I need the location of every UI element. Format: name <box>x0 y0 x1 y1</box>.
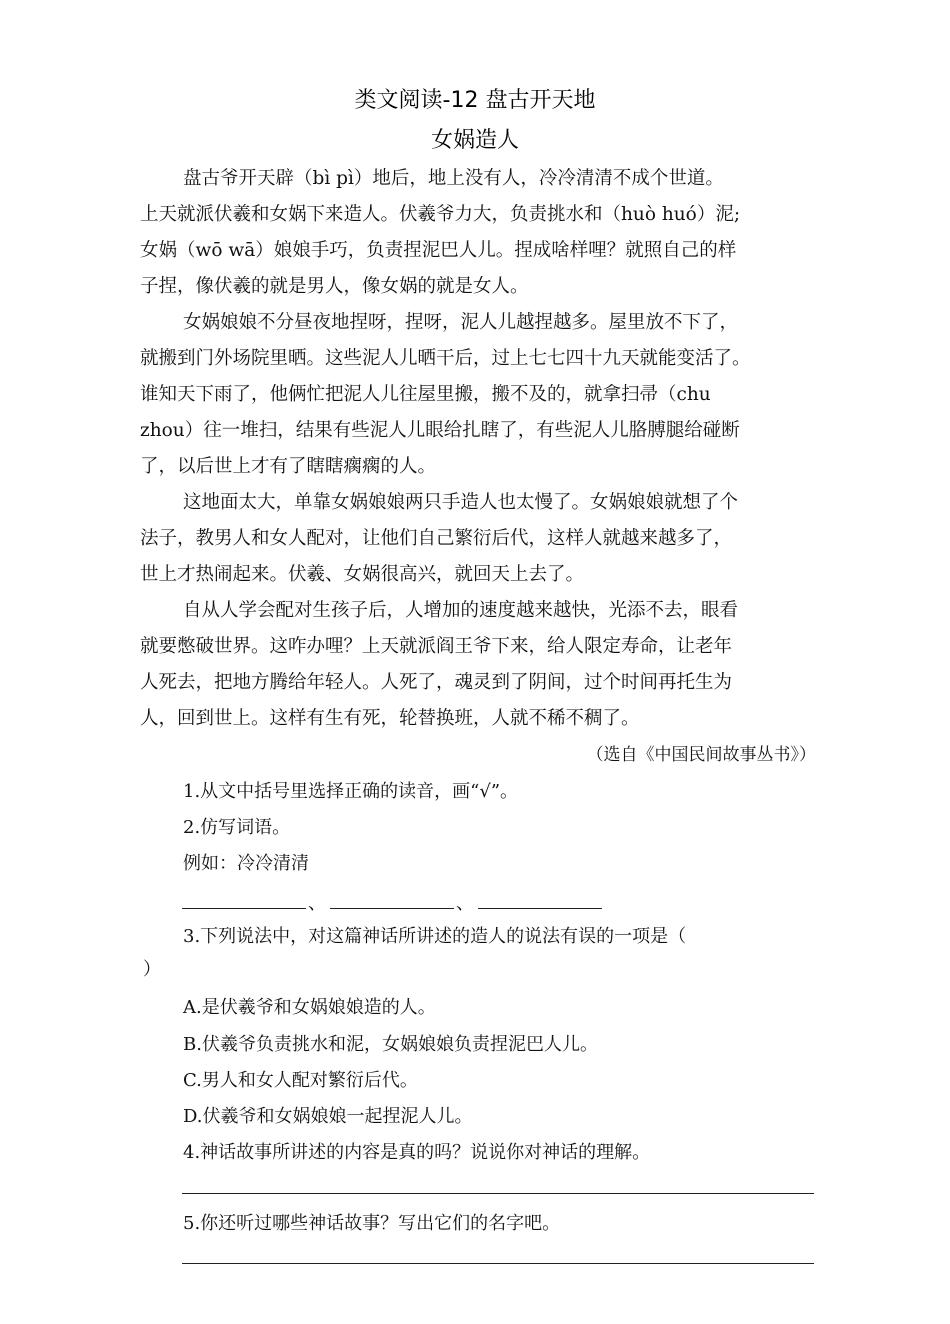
passage-line: 谁知天下雨了，他俩忙把泥人儿往屋里搬，搬不及的，就拿扫帚（chu <box>140 384 711 405</box>
passage-line: 就要憋破世界。这咋办哩？上天就派阎王爷下来，给人限定寿命，让老年 <box>140 636 733 657</box>
question-5: 5.你还听过哪些神话故事？写出它们的名字吧。 <box>183 1213 561 1234</box>
passage-title: 女娲造人 <box>430 128 519 153</box>
option-d: D.伏羲爷和女娲娘娘一起捏泥人儿。 <box>183 1106 473 1127</box>
option-b: B.伏羲爷负责挑水和泥，女娲娘娘负责捏泥巴人儿。 <box>183 1034 598 1055</box>
passage-line: 这地面太大，单靠女娲娘娘两只手造人也太慢了。女娲娘娘就想了个 <box>183 492 739 513</box>
page-title: 类文阅读-12 盘古开天地 <box>354 88 596 113</box>
question-2: 2.仿写词语。 <box>183 817 291 838</box>
passage-line: 自从人学会配对生孩子后，人增加的速度越来越快，光添不去，眼看 <box>183 600 739 621</box>
question-3: 3.下列说法中，对这篇神话所讲述的造人的说法有误的一项是（ <box>183 926 687 947</box>
passage-line: 就搬到门外场院里晒。这些泥人儿晒干后，过上七七四十九天就能变活了。 <box>140 348 751 369</box>
option-c: C.男人和女人配对繁衍后代。 <box>183 1070 418 1091</box>
answer-blank-1[interactable] <box>182 908 306 909</box>
question-4: 4.神话故事所讲述的内容是真的吗？说说你对神话的理解。 <box>183 1142 651 1163</box>
question-2-example: 例如：冷冷清清 <box>183 853 309 874</box>
answer-blank-3[interactable] <box>478 908 602 909</box>
passage-line: 了，以后世上才有了瞎瞎瘸瘸的人。 <box>140 456 437 477</box>
passage-line: 女娲（wō wā）娘娘手巧，负责捏泥巴人儿。捏成啥样哩？就照自己的样 <box>140 240 737 261</box>
passage-line: 人，回到世上。这样有生有死，轮替换班，人就不稀不稠了。 <box>140 708 640 729</box>
source-citation: （选自《中国民间故事丛书》） <box>586 745 816 765</box>
passage-line: 世上才热闹起来。伏羲、女娲很高兴，就回天上去了。 <box>140 564 585 585</box>
passage-line: 盘古爷开天辟（bì pì）地后，地上没有人，冷冷清清不成个世道。 <box>183 168 724 189</box>
blank-separator: 、 <box>456 893 474 914</box>
answer-line-5[interactable] <box>182 1263 814 1264</box>
passage-line: 法子，教男人和女人配对，让他们自己繁衍后代，这样人就越来越多了， <box>140 528 733 549</box>
blank-separator: 、 <box>308 893 326 914</box>
passage-line: zhou）往一堆扫，结果有些泥人儿眼给扎瞎了，有些泥人儿胳膊腿给碰断 <box>140 420 740 441</box>
passage-line: 女娲娘娘不分昼夜地捏呀，捏呀，泥人儿越捏越多。屋里放不下了， <box>183 312 739 333</box>
question-3-paren: ） <box>143 959 161 980</box>
option-a: A.是伏羲爷和女娲娘娘造的人。 <box>183 997 436 1018</box>
passage-line: 上天就派伏羲和女娲下来造人。伏羲爷力大，负责挑水和（huò huó）泥; <box>140 204 741 225</box>
answer-line-4[interactable] <box>182 1193 814 1194</box>
passage-line: 子捏，像伏羲的就是男人，像女娲的就是女人。 <box>140 276 529 297</box>
passage-line: 人死去，把地方腾给年轻人。人死了，魂灵到了阴间，过个时间再托生为 <box>140 672 733 693</box>
question-1: 1.从文中括号里选择正确的读音，画“√”。 <box>183 781 519 802</box>
answer-blank-2[interactable] <box>330 908 454 909</box>
